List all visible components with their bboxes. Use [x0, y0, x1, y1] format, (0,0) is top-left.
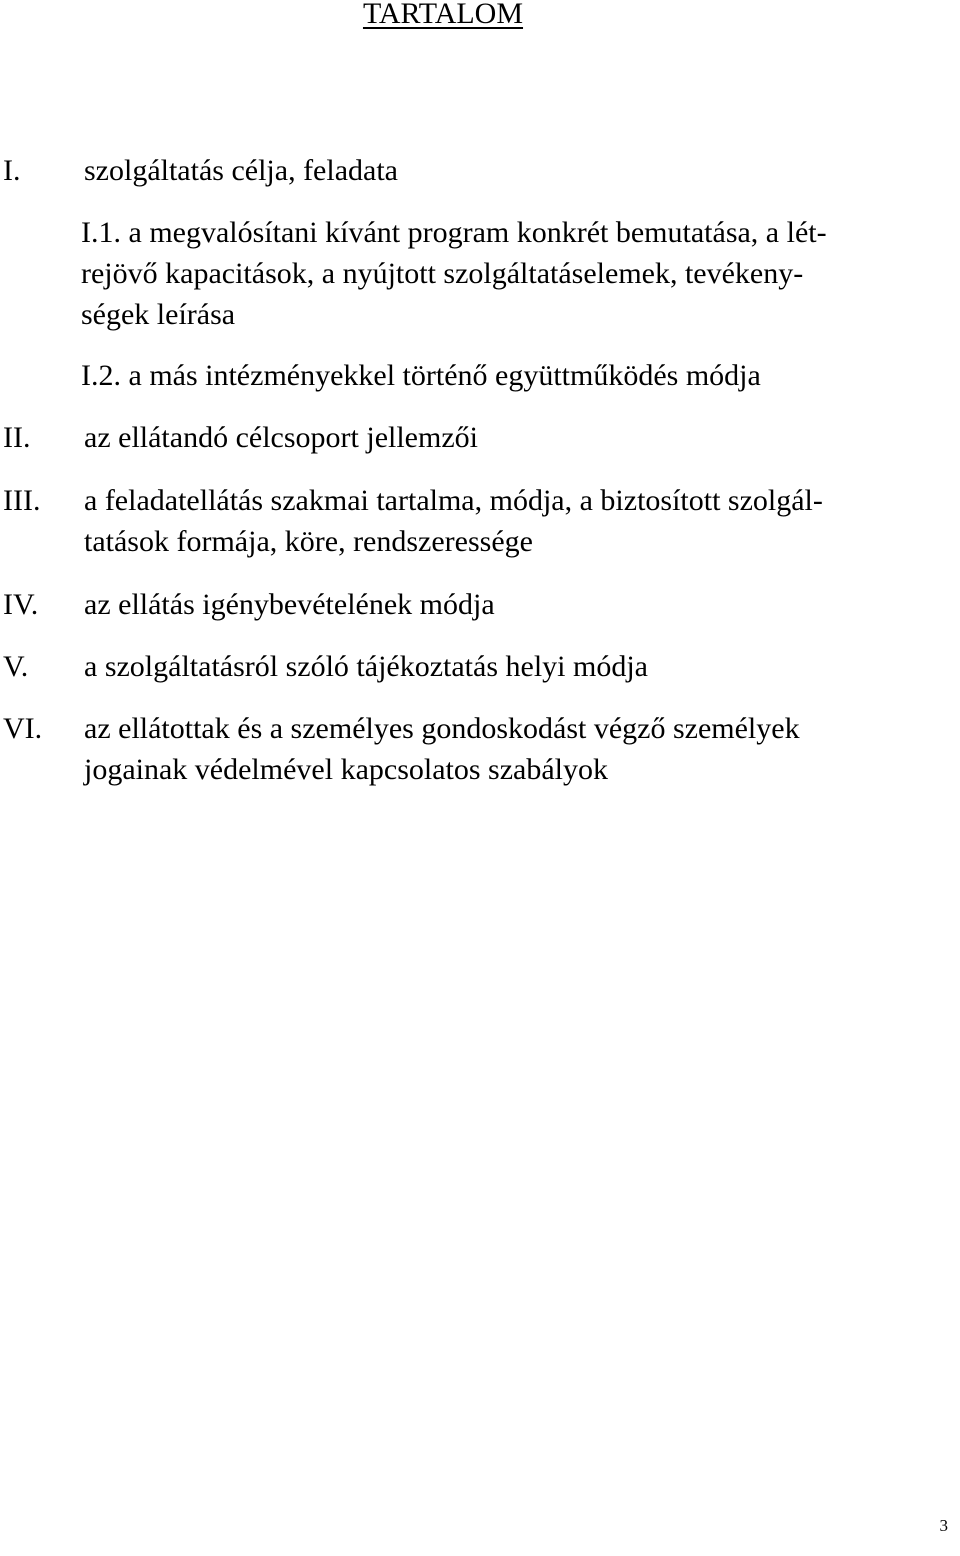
toc-entry-line: a szolgáltatásról szóló tájékoztatás helyi módja — [84, 650, 648, 683]
toc-entry-line: az ellátandó célcsoport jellemzői — [84, 421, 478, 454]
toc-entry-number: I. — [3, 154, 21, 187]
toc-subentry-number: I.1. — [81, 216, 121, 249]
toc-entry-text — [84, 708, 800, 790]
toc-entry-text — [84, 417, 478, 458]
toc-entry-4 — [3, 584, 903, 625]
toc-subentry-line — [81, 212, 827, 253]
toc-entry-number: IV. — [3, 588, 39, 621]
toc-subentry-text: a más intézményekkel történő együttműködés módja — [128, 359, 761, 392]
toc-entry-text — [84, 480, 823, 562]
toc-entry-number: II. — [3, 421, 31, 454]
toc-entry-line: az ellátás igénybevételének módja — [84, 588, 495, 621]
toc-entry-5 — [3, 646, 903, 687]
toc-entry-6 — [3, 708, 943, 790]
toc-entry-line: tatások formája, köre, rendszeressége — [84, 525, 533, 558]
toc-entry-line: a feladatellátás szakmai tartalma, módja, a biztosított szolgál- — [84, 484, 823, 517]
toc-entry-line: szolgáltatás célja, feladata — [84, 154, 398, 187]
toc-entry-1 — [3, 150, 903, 191]
toc-entry-number: III. — [3, 484, 41, 517]
toc-subentry-number: I.2. — [81, 359, 121, 392]
toc-entry-number: V. — [3, 650, 29, 683]
toc-subentry-text: a megvalósítani kívánt program konkrét bemutatása, a lét- — [128, 216, 827, 249]
toc-entry-line: jogainak védelmével kapcsolatos szabályok — [84, 753, 608, 786]
toc-subentry-1-2 — [81, 355, 761, 396]
toc-subentry-line: ségek leírása — [81, 298, 236, 331]
toc-entry-number: VI. — [3, 712, 43, 745]
toc-subentry-line: rejövő kapacitások, a nyújtott szolgáltatáselemek, tevékeny- — [81, 257, 804, 290]
page-title: TARTALOM — [362, 0, 524, 30]
toc-entry-line: az ellátottak és a személyes gondoskodást végző személyek — [84, 712, 800, 745]
page-number: 3 — [939, 1516, 948, 1535]
toc-subentry-1-1 — [81, 212, 827, 335]
toc-subentry-line — [81, 355, 761, 396]
toc-entry-text — [84, 150, 398, 191]
toc-entry-2 — [3, 417, 903, 458]
toc-entry-text — [84, 584, 495, 625]
toc-entry-text — [84, 646, 648, 687]
toc-entry-3 — [3, 480, 943, 562]
